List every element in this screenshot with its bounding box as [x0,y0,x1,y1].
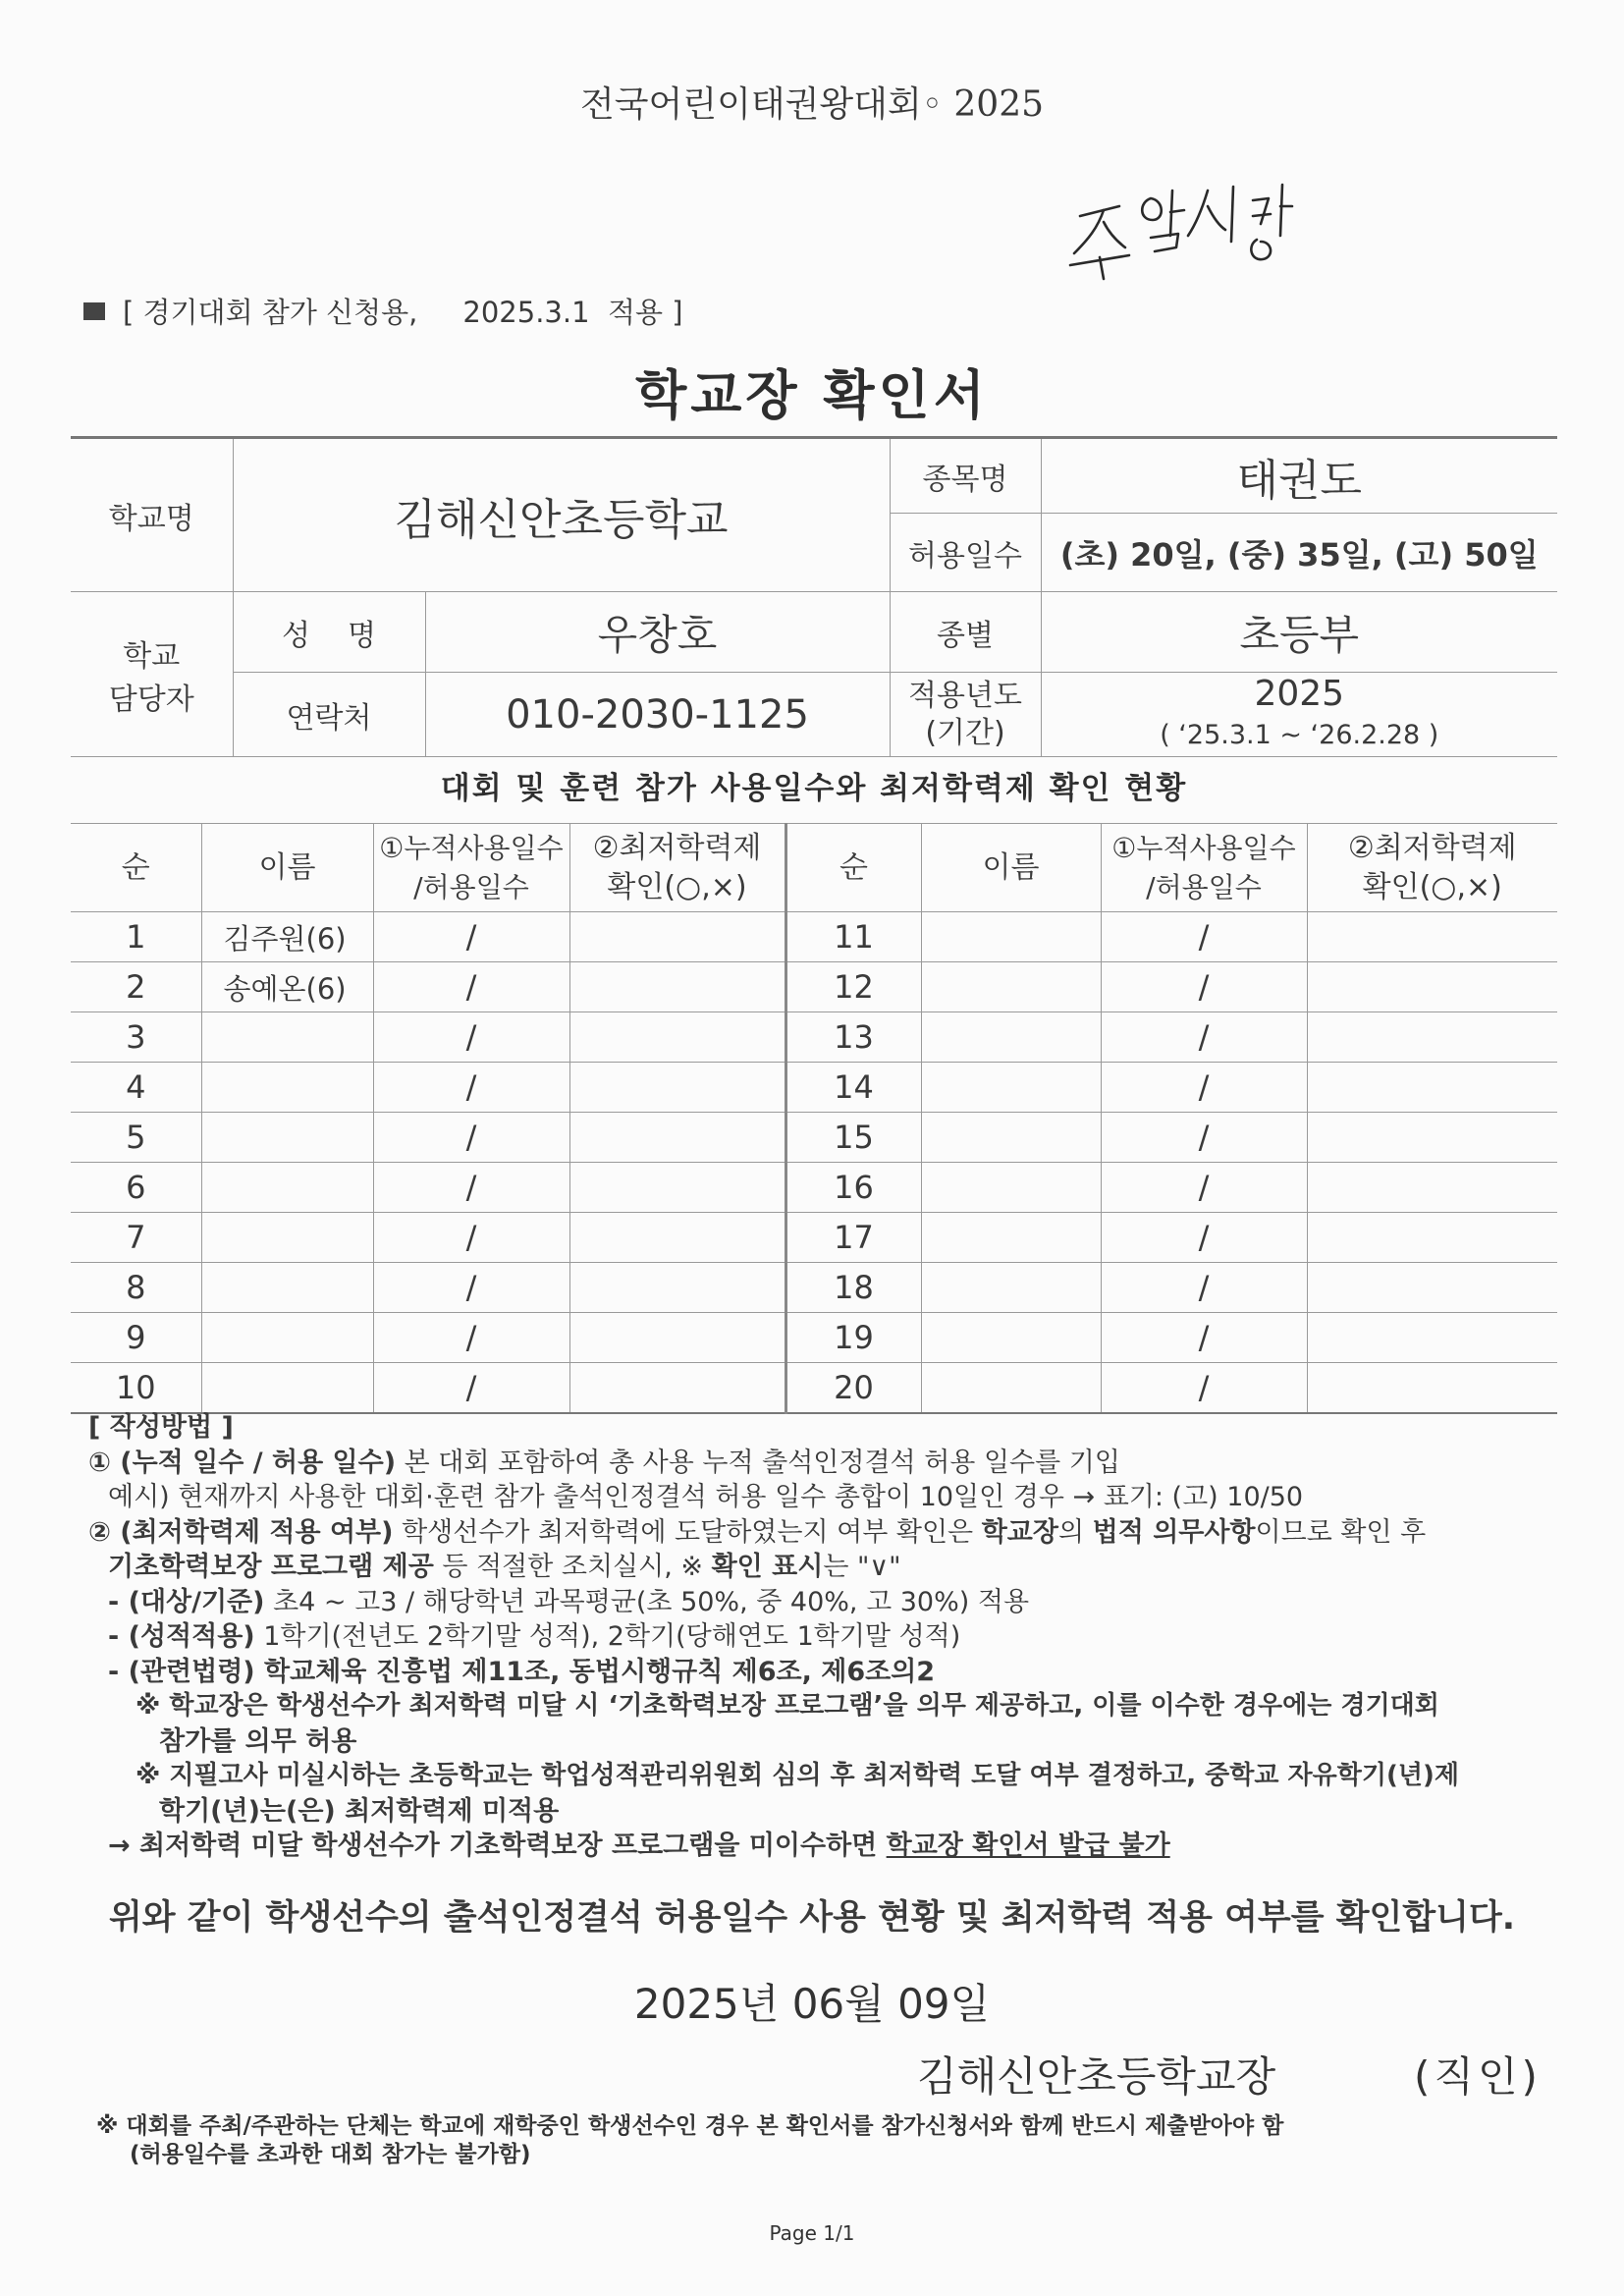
row-check [1307,912,1557,962]
instruction-item2-text-c: 이므로 확인 후 [1255,1516,1427,1548]
instruction-bullet1 [88,1585,1561,1620]
instruction-item1 [88,1446,1561,1481]
instruction-note1-line2: 참가를 의무 허용 [159,1725,357,1757]
table-row [71,1113,1557,1163]
row-no: 6 [71,1163,201,1213]
col-name-header: 이름 [201,824,373,912]
instruction-item1-title: ① (누적 일수 / 허용 일수) [88,1447,397,1478]
table-row [71,1263,1557,1313]
row-check [569,1012,785,1063]
row-check [1307,962,1557,1012]
row-days: / [373,1313,569,1363]
row-days: / [1101,1163,1307,1213]
row-check [569,962,785,1012]
row-name [921,1263,1101,1313]
confirmation-statement: 위와 같이 학생선수의 출석인정결석 허용일수 사용 현황 및 최저학력 적용 여부를 확인합니다. [108,1898,1516,1938]
row-days: / [1101,962,1307,1012]
instruction-item1-example: 예시) 현재까지 사용한 대회·훈련 참가 출석인정결석 허용 일수 총합이 10일인 경우 → 표기: (고) 10/50 [108,1482,1304,1512]
school-info-table [71,436,1557,757]
row-days: / [1101,912,1307,962]
instruction-item2-line2-text2: 는 "∨" [823,1552,901,1582]
row-name [921,1063,1101,1113]
row-check [1307,1163,1557,1213]
row-name [921,1363,1101,1414]
school-name-label: 학교명 [71,438,233,592]
col-days-header-line2: /허용일수 [413,870,529,903]
instruction-item2-line2 [88,1550,1561,1585]
year-label-line2: (기간) [925,715,1005,750]
col-days-header-right [1101,824,1307,912]
instruction-bullet2-text: 1학기(전년도 2학기말 성적), 2학기(당해연도 1학기말 성적) [254,1621,961,1652]
row-check [1307,1363,1557,1414]
event-label: 종목명 [890,438,1041,514]
issue-date: 2025년 06월 09일 [633,1980,991,2028]
col-check-header-right-line2: 확인(○,×) [1362,869,1502,904]
table-row [71,1213,1557,1263]
row-no: 4 [71,1063,201,1113]
row-no: 11 [785,912,921,962]
row-name [201,1363,373,1414]
row-days: / [373,1163,569,1213]
row-days: / [1101,1313,1307,1363]
row-days: / [373,912,569,962]
row-check [569,912,785,962]
row-name [921,1213,1101,1263]
instruction-bullet1-text: 초4 ~ 고3 / 해당학년 과목평균(초 50%, 중 40%, 고 30%) 적용 [264,1586,1030,1617]
instruction-item2-line2-text: 등 적절한 조치실시, ※ [433,1552,712,1582]
row-no: 15 [785,1113,921,1163]
row-check [569,1263,785,1313]
row-days: / [1101,1363,1307,1414]
row-name [921,962,1101,1012]
col-name-header-right: 이름 [921,824,1101,912]
table-row [71,1313,1557,1363]
row-no: 9 [71,1313,201,1363]
row-name [201,1213,373,1263]
row-days: / [373,1213,569,1263]
instruction-note1-line1: ※ 학교장은 학생선수가 최저학력 미달 시 ‘기초학력보장 프로그램’을 의무 제공하고, 이를 이수한 경우에는 경기대회 [135,1691,1439,1721]
col-check-header-line2: 확인(○,×) [607,869,747,904]
handwritten-signature [1060,177,1296,285]
row-days: / [373,962,569,1012]
manager-label-line2: 담당자 [108,682,194,717]
table-row [71,1163,1557,1213]
division-value: 초등부 [1041,592,1557,673]
row-check [569,1113,785,1163]
col-no-header-right: 순 [785,824,921,912]
row-no: 10 [71,1363,201,1414]
row-no: 17 [785,1213,921,1263]
manager-label [71,592,233,757]
row-name [201,1012,373,1063]
col-check-header-right [1307,824,1557,912]
row-days: / [373,1113,569,1163]
table-row [71,1363,1557,1414]
row-check [1307,1313,1557,1363]
instruction-item2-title: ② (최저학력제 적용 여부) [88,1516,394,1548]
instruction-note2-line2: 학기(년)는(은) 최저학력제 미적용 [159,1795,560,1827]
year-label [890,673,1041,757]
col-days-header-right-line2: /허용일수 [1146,870,1262,903]
instruction-item2-text-a: 학생선수가 최저학력에 도달하였는지 여부 확인은 [393,1516,982,1548]
row-no: 18 [785,1263,921,1313]
period-value: ( ‘25.3.1 ~ ‘26.2.28 ) [1160,719,1439,750]
row-days: / [373,1063,569,1113]
instruction-bullet2-bold: - (성적적용) [108,1621,255,1652]
row-days: / [373,1263,569,1313]
instruction-bullet2 [88,1619,1561,1655]
row-check [569,1363,785,1414]
row-no: 8 [71,1263,201,1313]
row-days: / [1101,1012,1307,1063]
row-name [921,1313,1101,1363]
instruction-item1-text: 본 대회 포함하여 총 사용 누적 출석인정결석 허용 일수를 기입 [396,1447,1120,1478]
instruction-item2-text-b: 의 [1057,1516,1093,1548]
manager-label-line1: 학교 [123,638,181,674]
row-no: 3 [71,1012,201,1063]
row-name [201,1263,373,1313]
manager-name-value: 우창호 [425,592,890,673]
col-days-header [373,824,569,912]
contact-value: 010-2030-1125 [425,673,890,757]
participant-table-header [71,824,1557,912]
table-row [71,912,1557,962]
allowed-days-value: (초) 20일, (중) 35일, (고) 50일 [1041,514,1557,592]
allowed-days-label: 허용일수 [890,514,1041,592]
instruction-item2-line2-bold: 기초학력보장 프로그램 제공 [108,1552,434,1582]
instruction-note2-line1: ※ 지필고사 미실시하는 초등학교는 학업성적관리위원회 심의 후 최저학력 도달 여부 결정하고, 중학교 자유학기(년)제 [135,1761,1459,1790]
instruction-arrow-text: → 최저학력 미달 학생선수가 기초학력보장 프로그램을 미이수하면 [108,1831,887,1861]
principal-name: 김해신안초등학교장 [917,2052,1276,2101]
row-name [201,1113,373,1163]
row-check [1307,1263,1557,1313]
section-title: 대회 및 훈련 참가 사용일수와 최저학력제 확인 현황 [71,754,1557,824]
instruction-item2-bold-b: 법적 의무사항 [1092,1516,1256,1548]
instruction-arrow-note [88,1829,1561,1864]
row-check [569,1063,785,1113]
year-value: 2025 [1254,673,1345,714]
bullet-square-icon [83,302,105,320]
footnote [96,2112,1569,2169]
table-row [71,1063,1557,1113]
year-label-line1: 적용년도 [908,678,1022,713]
instruction-item2 [88,1515,1561,1551]
row-name [921,1012,1101,1063]
instruction-item2-bold-a: 학교장 [981,1516,1058,1548]
row-check [569,1163,785,1213]
official-seal-label: (직인) [1414,2052,1542,2101]
row-no: 5 [71,1113,201,1163]
row-no: 7 [71,1213,201,1263]
row-days: / [1101,1063,1307,1113]
division-label: 종별 [890,592,1041,673]
row-no: 1 [71,912,201,962]
row-days: / [1101,1113,1307,1163]
table-row [71,1012,1557,1063]
row-days: / [373,1012,569,1063]
instruction-item2-line2-bold2: 확인 표시 [711,1552,824,1582]
row-check [569,1313,785,1363]
row-name [201,1163,373,1213]
table-row [71,962,1557,1012]
participant-table-body [71,824,1557,1414]
row-check [1307,1063,1557,1113]
col-days-header-line1: ①누적사용일수 [379,831,564,864]
footnote-line2: (허용일수를 초과한 대회 참가는 불가함) [130,2142,531,2167]
row-no: 2 [71,962,201,1012]
application-notice-text: [ 경기대회 참가 신청용, 2025.3.1 적용 ] [123,296,683,329]
col-check-header-right-line1: ②최저학력제 [1347,830,1517,865]
instruction-bullet3: - (관련법령) 학교체육 진흥법 제11조, 동법시행규칙 제6조, 제6조의2 [108,1656,936,1687]
instruction-arrow-underline: 학교장 확인서 발급 불가 [886,1831,1170,1861]
row-name [201,1313,373,1363]
competition-title: 전국어린이태권왕대회◦ 2025 [579,84,1045,125]
instructions-block [88,1410,1561,1864]
row-no: 20 [785,1363,921,1414]
row-name [201,1063,373,1113]
year-value-cell [1041,673,1557,757]
event-value: 태권도 [1041,438,1557,514]
row-check [1307,1213,1557,1263]
row-name [921,1113,1101,1163]
col-no-header: 순 [71,824,201,912]
contact-label: 연락처 [233,673,425,757]
col-check-header-line1: ②최저학력제 [592,830,762,865]
school-name-value: 김해신안초등학교 [233,438,890,592]
instruction-bullet1-bold: - (대상/기준) [108,1586,265,1617]
row-name [921,1163,1101,1213]
row-name [921,912,1101,962]
col-days-header-right-line1: ①누적사용일수 [1111,831,1296,864]
instructions-heading: [ 작성방법 ] [88,1412,234,1443]
row-no: 16 [785,1163,921,1213]
document-title: 학교장 확인서 [635,364,989,426]
row-name: 송예온(6) [201,962,373,1012]
row-name: 김주원(6) [201,912,373,962]
row-check [569,1213,785,1263]
footnote-line1: ※ 대회를 주최/주관하는 단체는 학교에 재학중인 학생선수인 경우 본 확인서를 참가신청서와 함께 반드시 제출받아야 함 [96,2113,1284,2139]
row-no: 13 [785,1012,921,1063]
participant-table [71,823,1557,1414]
row-check [1307,1113,1557,1163]
row-days: / [1101,1213,1307,1263]
row-no: 14 [785,1063,921,1113]
row-no: 12 [785,962,921,1012]
row-days: / [1101,1263,1307,1313]
manager-name-label: 성 명 [233,592,425,673]
application-notice [83,291,683,331]
row-no: 19 [785,1313,921,1363]
row-check [1307,1012,1557,1063]
col-check-header [569,824,785,912]
row-days: / [373,1363,569,1414]
page-number: Page 1/1 [769,2221,855,2245]
